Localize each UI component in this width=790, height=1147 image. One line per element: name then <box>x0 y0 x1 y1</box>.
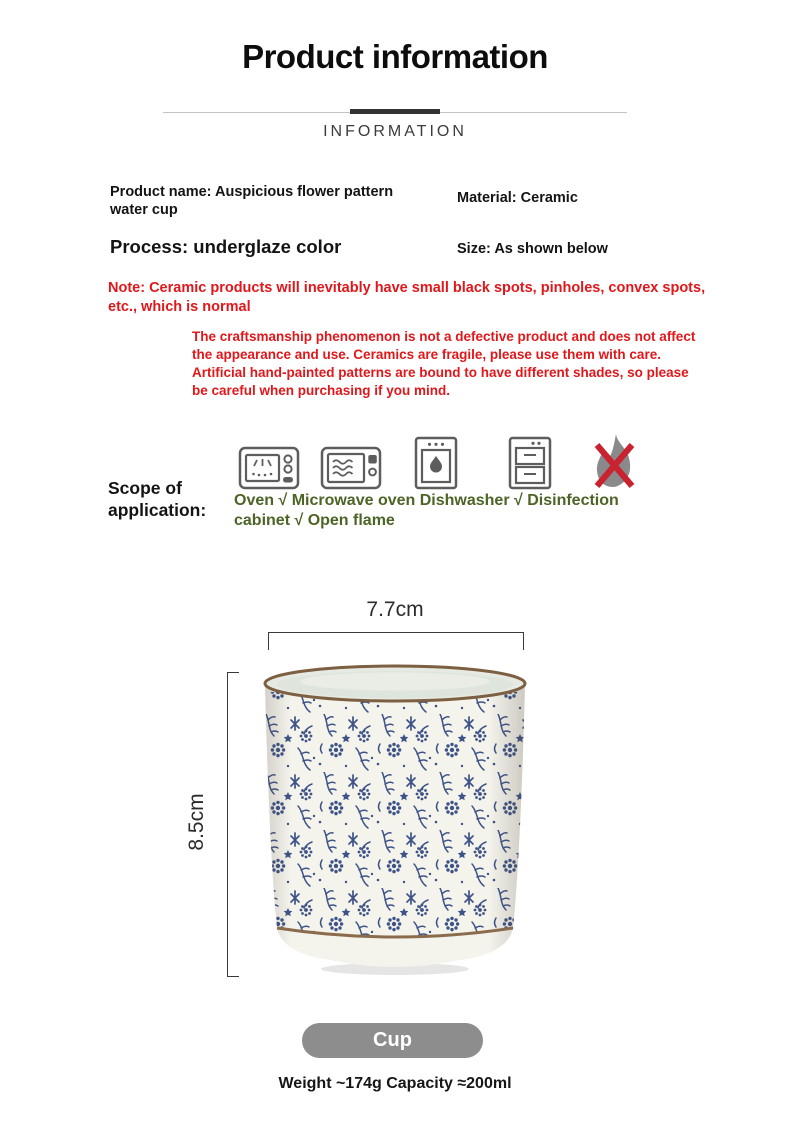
scope-usage-text: Oven √ Microwave oven Dishwasher √ Disinfection cabinet √ Open flame <box>234 492 619 529</box>
page-title: Product information <box>242 38 548 75</box>
note-headline: Note: Ceramic products will inevitably have small black spots, pinholes, convex spots, etc., which is normal <box>108 280 706 315</box>
product-photo-cup <box>258 656 532 980</box>
process-text: Process: underglaze color <box>110 236 342 257</box>
open-flame-forbidden-icon <box>588 433 640 495</box>
height-dimension-label: 8.5cm <box>185 793 208 851</box>
size-text: Size: As shown below <box>457 241 608 257</box>
microwave-oven-icon <box>320 446 382 495</box>
height-dimension-bracket <box>227 672 239 977</box>
product-name-text: Product name: Auspicious flower pattern water cup <box>110 184 394 218</box>
material-text: Material: Ceramic <box>457 190 578 206</box>
disinfection-cabinet-icon <box>508 436 552 495</box>
weight-capacity-text: Weight ~174g Capacity ≈200ml <box>278 1075 512 1092</box>
section-label: INFORMATION <box>323 123 467 140</box>
oven-icon <box>238 446 300 495</box>
header-divider-accent <box>350 109 440 114</box>
scope-of-application-label: Scope of application: <box>108 478 207 520</box>
cup-label-pill <box>302 1023 483 1058</box>
note-body: The craftsmanship phenomenon is not a defective product and does not affect the appearance and use. Ceramics are fragile, please use them with care. Artificial hand-painted patterns are bound to have different shades, so please be careful when purchasing if you mind. <box>192 329 696 398</box>
width-dimension-label: 7.7cm <box>366 598 424 621</box>
width-dimension-bracket <box>268 632 524 650</box>
dishwasher-icon <box>414 436 458 495</box>
cup-label-text: Cup <box>373 1029 412 1051</box>
